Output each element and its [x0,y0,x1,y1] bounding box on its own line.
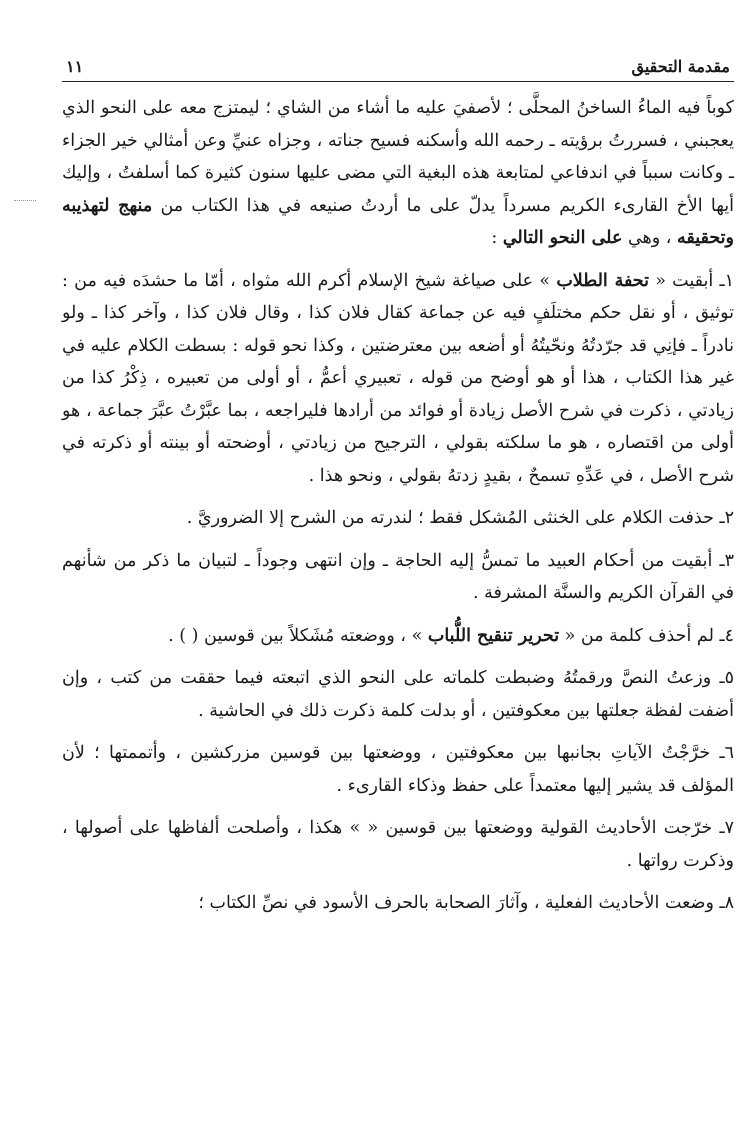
item-prefix: ٤ـ لم أحذف كلمة من « [559,625,734,646]
intro-bold-2: على النحو التالي [502,228,623,248]
item-prefix: ٦ـ خرَّجْتُ الآياتِ بجانبها بين معكوفتين ، ووضعتها بين قوسين مزركشين ، وأتممتها ؛ لأن المؤلف قد يشير إليها معتمداً على حفظ وذكاء القارىء . [62,743,734,796]
header-title: مقدمة التحقيق [631,57,730,76]
intro-mid: ، وهي [622,228,677,248]
list-item [62,812,734,877]
list-item [62,502,734,535]
list-item [62,545,734,610]
intro-text: كوباً فيه الماءُ الساخنُ المحلَّى ؛ لأصفيَ عليه ما أشاء من الشاي ؛ ليمتزج معه على النحو الذي يعجبني ، فسررتُ برؤيته ـ رحمه الله وأسكنه فسيح جناته ، وجزاه عنيِّ وعن أمثالي خير الجزاء ـ وكانت سبباً في اندفاعي لمتابعة هذه البغية التي مضى عليها سنون كثيرة كما أسلفتُ ، وإليك أيها الأخ القارىء الكريم مسرداً يدلّ على ما أردتُ صنيعه في هذا الكتاب من [62,98,734,216]
list-item [62,265,734,493]
item-rest: » ، ووضعته مُشَكلاً بين قوسين ( ) . [168,625,428,646]
item-rest: » على صياغة شيخ الإسلام أكرم الله مثواه ، أمّا ما حشدَه فيه من : توثيق ، أو نقل حكم مختلَفٍ فيه عن جماعة كقال فلان كذا ، وقال فلان كذا ، وآخر كذا ـ ولو نادراً ـ فإنِي قد جرّدتُهُ ونحّيتُهُ أو أضعه بين معترضتين ، وكذا نحو قوله : بسطت الكلام عليه في غير هذا الكتاب ، هذا أو هو أوضح من قوله ، تعبيري أعمُّ ، أو أولى من تعبيره ، ذِكْرُ كذا من زيادتي ، ذكرت في شرح الأصل زيادة أو فوائد من أرادها فليراجعه ، بما عبَّرْتُ عبَّرَ جماعة ، هو أولى من اقتصاره ، هو ما سلكته بقولي ، الترجيح من زيادتي ، أوضحته أو بينته أو ذكرته في شرح الأصل ، في عَدِّهِ تسمحٌ ، بقيدٍ زدتهُ بقولي ، ونحو هذا . [62,270,734,486]
list-item [62,887,734,920]
intro-bold-1: منهج لتهذيبه وتحقيقه [62,195,734,248]
item-prefix: ٢ـ حذفت الكلام على الخنثى المُشكل فقط ؛ لندرته من الشرح إلا الضروريَّ . [186,508,734,528]
list-item [62,737,734,802]
item-prefix: ٧ـ خرّجت الأحاديث القولية ووضعتها بين قوسين « » هكذا ، وأصلحت ألفاظها على أصولها ، وذكرت رواتها . [62,818,735,871]
header-rule [62,81,734,82]
item-prefix: ٣ـ أبقيت من أحكام العبيد ما تمسُّ إليه الحاجة ـ وإن انتهى وجوداً ـ لتبيان ما ذكر من شأنهم في القرآن الكريم والسنَّة المشرفة . [62,550,734,603]
item-prefix: ٥ـ وزعتُ النصَّ ورقمتُهُ وضبطت كلماته على النحو الذي اتبعته فيما حققت من كتب ، وإن أضفت لفظة جعلتها بين معكوفتين ، أو بدلت كلمة ذكرت ذلك في الحاشية . [62,668,734,721]
item-bold: تحفة الطلاب [556,270,649,291]
page-number: ١١ [66,57,84,76]
running-header [62,52,734,76]
intro-paragraph [62,92,734,255]
intro-end: : [491,228,503,248]
item-prefix: ١ـ أبقيت « [648,270,735,291]
margin-mark [14,200,36,201]
item-prefix: ٨ـ وضعت الأحاديث الفعلية ، وآثارَ الصحابة بالحرف الأسود في نصِّ الكتاب ؛ [198,893,734,913]
book-page [62,52,734,930]
page-body [62,92,734,920]
list-item [62,662,734,727]
list-item [62,620,734,653]
item-bold: تحرير تنقيح اللُّباب [427,625,560,646]
